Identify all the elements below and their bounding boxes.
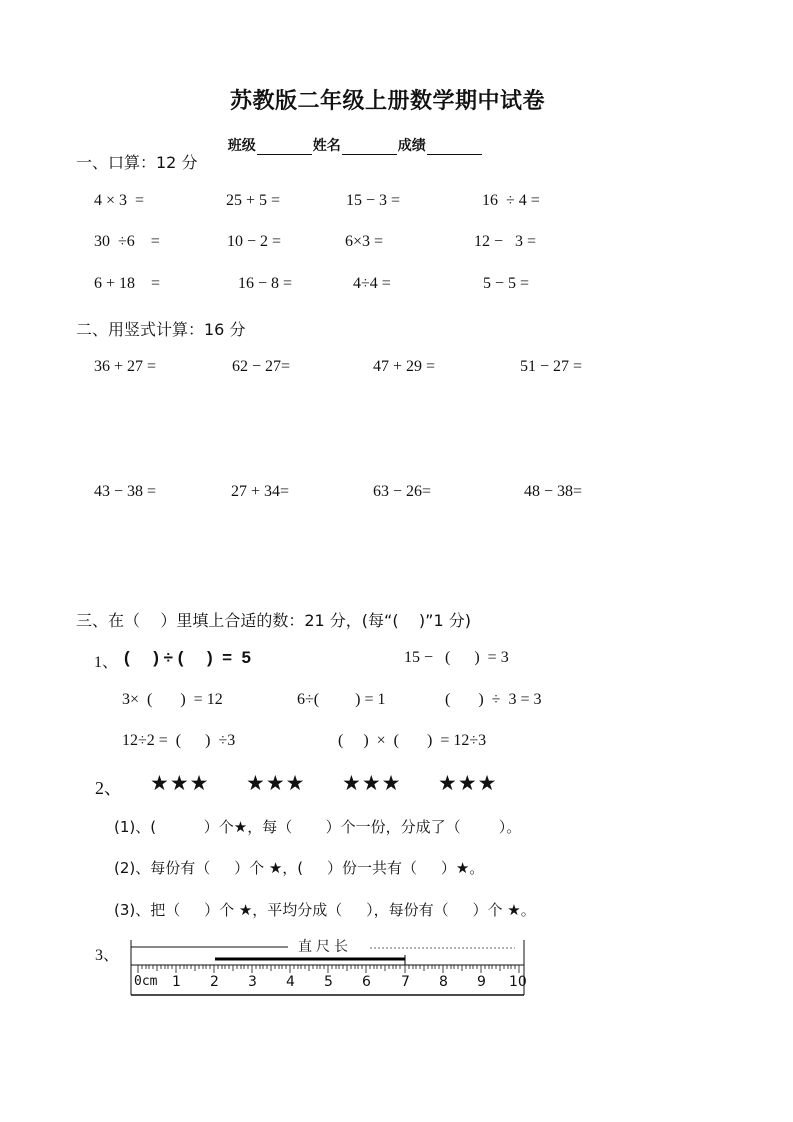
mental-math-item: 10 − 2 = (227, 233, 282, 250)
ruler-tick-label: 6 (362, 974, 371, 990)
vertical-calc-item: 27 + 34= (231, 483, 290, 500)
section3-heading: 三、在（ ）里填上合适的数：21 分，(每“( )”1 分) (76, 611, 471, 630)
vertical-calc-item: 48 − 38= (524, 483, 583, 500)
mental-math-item: 6×3 = (345, 233, 384, 250)
mental-math-item: 4 × 3 = (94, 192, 145, 209)
mental-math-item: 25 + 5 = (226, 192, 281, 209)
ruler-tick-label: 10 (509, 974, 527, 990)
star-group: ★★★ (246, 771, 306, 795)
q1-equation: 12÷2 = ( ) ÷3 (122, 732, 236, 749)
mental-math-item: 6 + 18 = (94, 275, 161, 292)
star-group: ★★★ (438, 771, 498, 795)
q2-subquestion-1: (1)、( ）个★，每（ ）个一份，分成了（ ）。 (114, 818, 522, 836)
star-group: ★★★ (150, 771, 210, 795)
mental-math-item: 16 ÷ 4 = (482, 192, 540, 209)
vertical-calc-item: 62 − 27= (232, 358, 291, 375)
mental-math-item: 4÷4 = (353, 275, 391, 292)
q1-equation-bold: ( ) ÷ ( ) = 5 (124, 648, 251, 667)
class-field[interactable] (257, 140, 312, 155)
q2-label: 2、 (95, 778, 122, 798)
vertical-calc-item: 43 − 38 = (94, 483, 157, 500)
vertical-calc-item: 51 − 27 = (520, 358, 583, 375)
score-label: 成绩 (397, 138, 426, 154)
vertical-calc-item: 36 + 27 = (94, 358, 157, 375)
ruler-tick-label: 1 (172, 974, 181, 990)
score-field[interactable] (427, 140, 482, 155)
ruler-diagram (130, 940, 526, 995)
mental-math-item: 16 − 8 = (238, 275, 293, 292)
q1-equation: 3× ( ) = 12 (122, 691, 223, 708)
mental-math-item: 15 − 3 = (346, 192, 401, 209)
q2-subquestion-3: (3)、把（ ）个 ★，平均分成（ ），每份有（ ）个 ★。 (114, 901, 536, 919)
ruler-tick-label: 8 (439, 974, 448, 990)
ruler-tick-label: 7 (401, 974, 410, 990)
vertical-calc-item: 63 − 26= (373, 483, 432, 500)
ruler-tick-label: 9 (477, 974, 486, 990)
q1-equation: ( ) ÷ 3 = 3 (445, 691, 542, 708)
ruler-tick-label: 2 (210, 974, 219, 990)
ruler-caption: 直尺长 (298, 939, 352, 955)
name-field[interactable] (342, 140, 397, 155)
q1-label: 1、 (94, 654, 119, 671)
ruler-unit-label: 0cm (134, 974, 158, 989)
student-info-line (218, 119, 483, 155)
page-title: 苏教版二年级上册数学期中试卷 (230, 89, 546, 114)
q1-equation: 6÷( ) = 1 (297, 691, 386, 708)
ruler-tick-label: 5 (324, 974, 333, 990)
mental-math-item: 12 − 3 = (474, 233, 537, 250)
ruler-tick-label: 3 (248, 974, 257, 990)
q3-label: 3、 (95, 947, 120, 964)
class-label: 班级 (227, 138, 256, 154)
section1-heading: 一、口算：12 分 (76, 153, 198, 172)
vertical-calc-item: 47 + 29 = (373, 358, 436, 375)
section2-heading: 二、用竖式计算：16 分 (76, 320, 246, 339)
star-group: ★★★ (342, 771, 402, 795)
q1-equation: 15 − ( ) = 3 (404, 649, 509, 666)
mental-math-item: 30 ÷6 = (94, 233, 160, 250)
name-label: 姓名 (312, 138, 341, 154)
q1-equation: ( ) × ( ) = 12÷3 (338, 732, 487, 749)
q2-subquestion-2: (2)、每份有（ ）个 ★，( ）份一共有（ ）★。 (114, 859, 485, 877)
ruler-tick-label: 4 (286, 974, 295, 990)
mental-math-item: 5 − 5 = (483, 275, 530, 292)
